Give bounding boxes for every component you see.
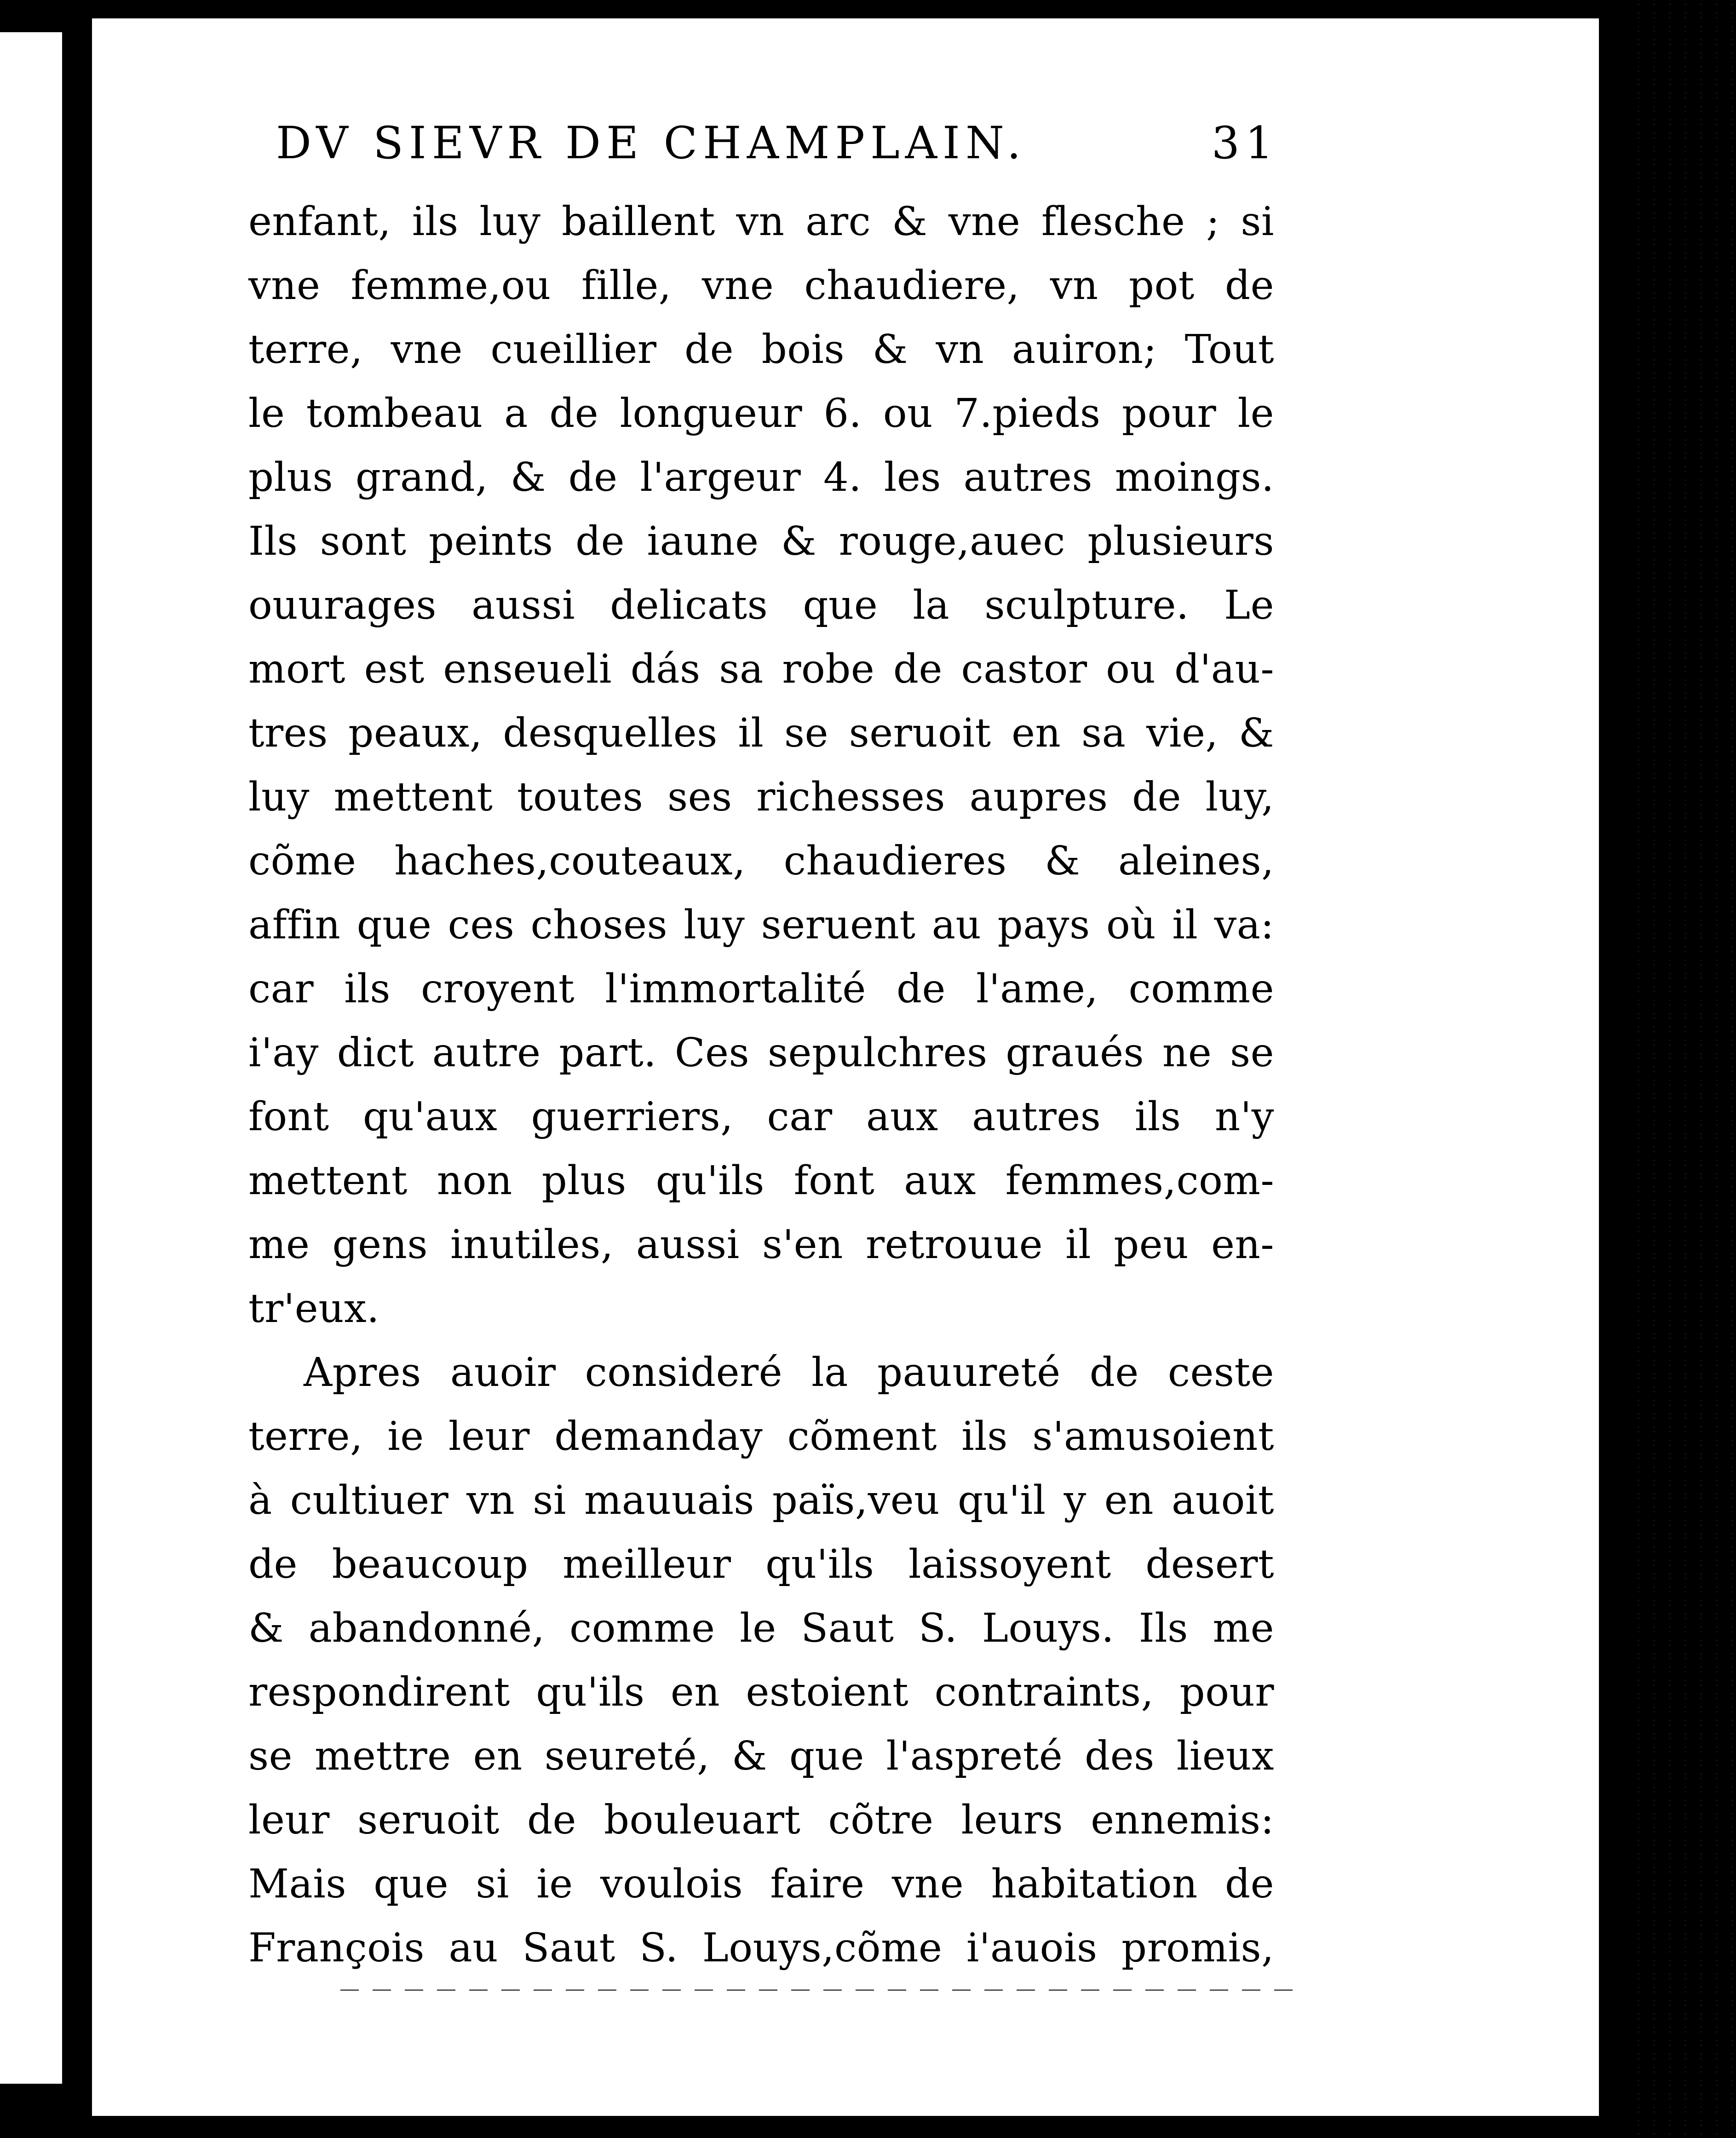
book-page <box>92 18 1605 2116</box>
text-line: François au Saut S. Louys,cõme i'auois promis, <box>248 1925 1274 1971</box>
binding-gutter <box>1624 0 1736 2138</box>
text-line: plus grand, & de l'argeur 4. les autres moings. <box>248 454 1274 500</box>
text-line: leur seruoit de bouleuart cõtre leurs ennemis: <box>248 1797 1274 1843</box>
text-line: Apres auoir consideré la pauureté de ceste <box>304 1350 1274 1396</box>
text-line: font qu'aux guerriers, car aux autres ils n'y <box>248 1094 1274 1140</box>
text-line: vne femme,ou fille, vne chaudiere, vn pot de <box>248 263 1274 309</box>
text-line: enfant, ils luy baillent vn arc & vne flesche ; si <box>248 199 1274 245</box>
page-content <box>248 117 1279 1980</box>
text-line: & abandonné, comme le Saut S. Louys. Ils me <box>248 1605 1274 1651</box>
text-line: mort est enseueli dás sa robe de castor ou d'au- <box>248 646 1274 692</box>
text-line: affin que ces choses luy seruent au pays où il va: <box>248 902 1274 948</box>
paragraph-1 <box>248 190 1274 1341</box>
text-line: tr'eux. <box>248 1286 379 1332</box>
text-line: Ils sont peints de iaune & rouge,auec plusieurs <box>248 518 1274 564</box>
facing-page-edge <box>0 32 70 2084</box>
text-line: mettent non plus qu'ils font aux femmes,com- <box>248 1158 1274 1204</box>
text-line: i'ay dict autre part. Ces sepulchres graués ne se <box>248 1030 1274 1076</box>
paragraph-2 <box>248 1341 1274 1980</box>
text-line: de beaucoup meilleur qu'ils laissoyent desert <box>248 1541 1274 1587</box>
running-title: DV SIEVR DE CHAMPLAIN. <box>276 117 1027 169</box>
text-line: terre, ie leur demanday cõment ils s'amusoient <box>248 1414 1274 1460</box>
scan-artifact-line <box>340 1989 1306 1991</box>
text-line: tres peaux, desquelles il se seruoit en sa vie, & <box>248 710 1274 756</box>
text-line: car ils croyent l'immortalité de l'ame, comme <box>248 966 1274 1012</box>
text-line: cõme haches,couteaux, chaudieres & aleines, <box>248 838 1274 884</box>
page-number: 31 <box>1211 117 1279 169</box>
text-line: respondirent qu'ils en estoient contraints, pour <box>248 1669 1274 1715</box>
text-line: se mettre en seureté, & que l'aspreté des lieux <box>248 1733 1274 1779</box>
text-line: à cultiuer vn si mauuais païs,veu qu'il y en auoit <box>248 1477 1274 1523</box>
body-text <box>248 190 1274 1980</box>
text-line: luy mettent toutes ses richesses aupres de luy, <box>248 774 1274 820</box>
running-head <box>248 117 1279 186</box>
text-line: ouurages aussi delicats que la sculpture. Le <box>248 582 1274 628</box>
text-line: terre, vne cueillier de bois & vn auiron; Tout <box>248 327 1274 373</box>
text-line: me gens inutiles, aussi s'en retrouue il peu en- <box>248 1222 1274 1268</box>
text-line: le tombeau a de longueur 6. ou 7.pieds pour le <box>248 391 1274 437</box>
text-line: Mais que si ie voulois faire vne habitation de <box>248 1861 1274 1907</box>
